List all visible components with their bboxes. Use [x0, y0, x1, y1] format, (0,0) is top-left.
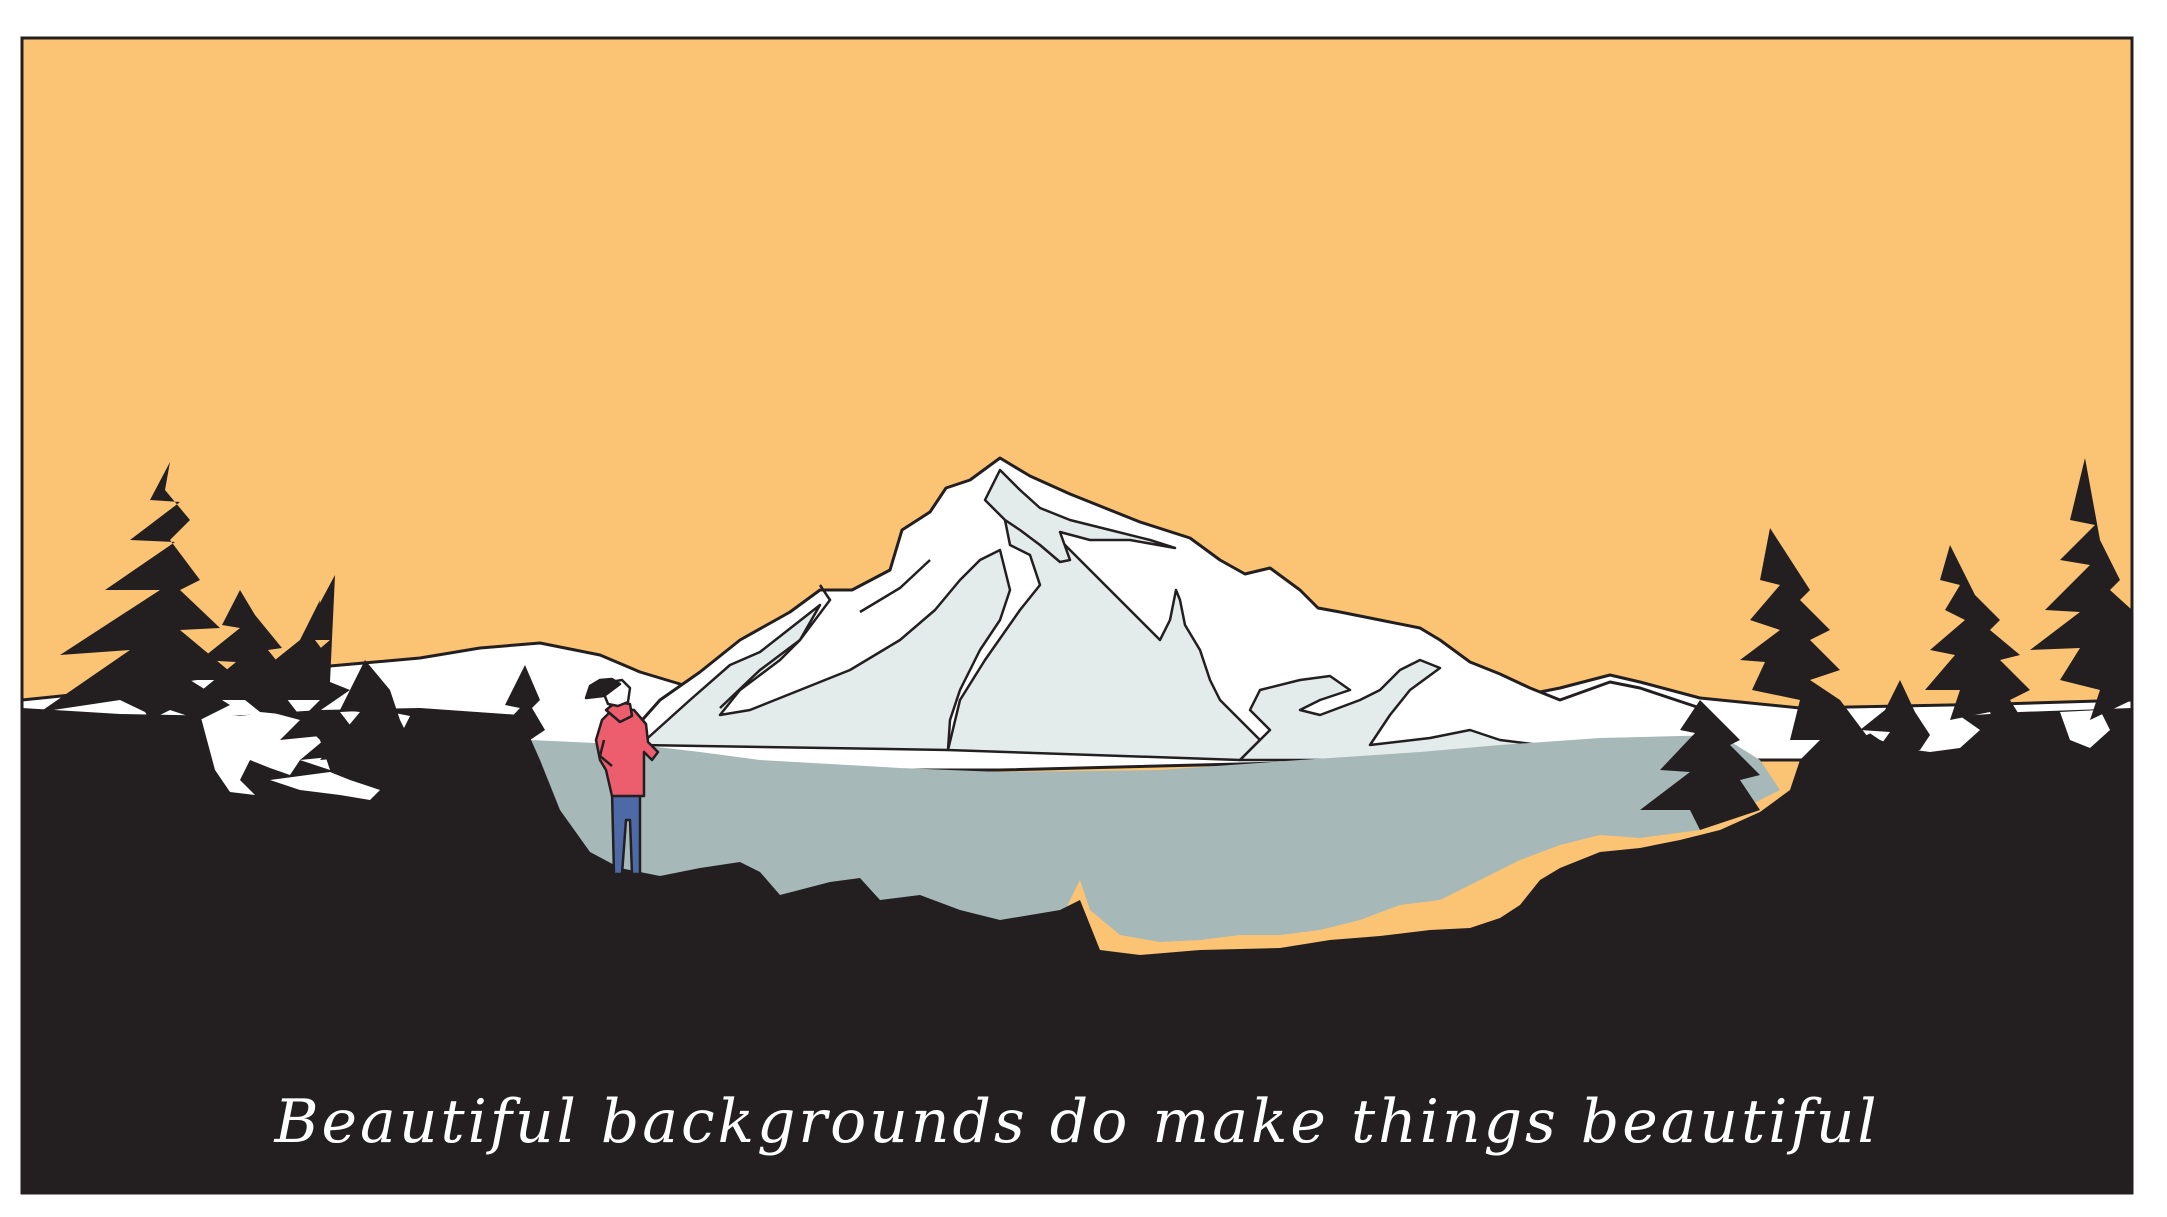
caption-text: Beautiful backgrounds do make things beautiful	[274, 1087, 1880, 1157]
